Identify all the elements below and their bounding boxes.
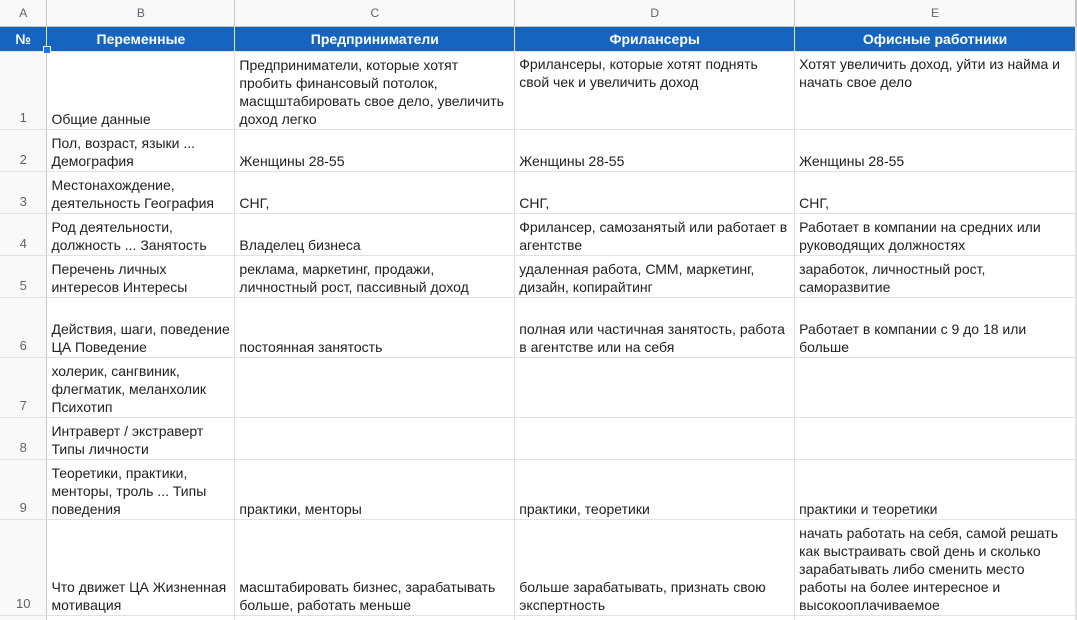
cell-text: Женщины 28-55 (239, 153, 345, 169)
cell-text: Перечень личных интересов Интересы (51, 261, 188, 295)
cell-office[interactable] (795, 418, 1076, 460)
cell-office[interactable] (795, 358, 1076, 418)
cell-text: Фрилансер, самозанятый или работает в агентстве (519, 219, 788, 253)
column-header-b[interactable]: B (47, 0, 235, 27)
cell-entrepreneurs[interactable] (235, 130, 515, 172)
cell-freelancers[interactable] (515, 298, 795, 358)
column-header-a[interactable]: A (0, 0, 47, 27)
table-row (0, 520, 1077, 616)
cell-text: Женщины 28-55 (519, 153, 625, 169)
row-number[interactable]: 6 (0, 298, 47, 358)
column-header-c[interactable]: C (235, 0, 515, 27)
column-header-e[interactable]: E (795, 0, 1076, 27)
cell-variable[interactable] (47, 358, 235, 418)
cell-variable[interactable] (47, 130, 235, 172)
table-row (0, 358, 1077, 418)
cell-text: Хотят увеличить доход, уйти из найма и начать свое дело (799, 56, 1060, 90)
cell-extra[interactable] (1075, 418, 1076, 460)
cell-office[interactable] (795, 460, 1076, 520)
cell-text: холерик, сангвиник, флегматик, меланхолик Психотип (51, 363, 207, 415)
cell-variable[interactable] (47, 214, 235, 256)
cell-freelancers[interactable] (515, 358, 795, 418)
cell-variable[interactable] (47, 616, 235, 620)
row-number[interactable]: 8 (0, 418, 47, 460)
cell-extra[interactable] (1075, 460, 1076, 520)
table-row (0, 52, 1077, 130)
cell-office[interactable] (795, 172, 1076, 214)
cell-entrepreneurs[interactable] (235, 214, 515, 256)
cell-variable[interactable] (47, 52, 235, 130)
row-number[interactable]: 9 (0, 460, 47, 520)
row-number[interactable]: 3 (0, 172, 47, 214)
cell-entrepreneurs[interactable] (235, 52, 515, 130)
cell-freelancers[interactable] (515, 172, 795, 214)
cell-text: практики, теоретики (519, 501, 650, 517)
column-header-row (0, 0, 1077, 27)
cell-text: Работает в компании с 9 до 18 или больше (799, 321, 1027, 355)
cell-entrepreneurs[interactable] (235, 172, 515, 214)
cell-extra[interactable] (1075, 172, 1076, 214)
header-cell-entrepreneurs[interactable]: Предприниматели (235, 27, 515, 52)
cell-office[interactable] (795, 214, 1076, 256)
cell-text: Владелец бизнеса (239, 237, 361, 253)
cell-variable[interactable] (47, 418, 235, 460)
cell-freelancers[interactable] (515, 256, 795, 298)
cell-entrepreneurs[interactable] (235, 256, 515, 298)
header-cell-office[interactable]: Офисные работники (795, 27, 1076, 52)
cell-office[interactable] (795, 616, 1076, 620)
cell-text: Интраверт / экстраверт Типы личности (51, 423, 204, 457)
cell-text: Теоретики, практики, менторы, троль ... Типы поведения (51, 465, 207, 517)
cell-extra[interactable] (1075, 256, 1076, 298)
cell-freelancers[interactable] (515, 418, 795, 460)
cell-text: Общие данные (51, 111, 151, 127)
header-cell-extra[interactable] (1075, 27, 1076, 52)
row-number[interactable]: 1 (0, 52, 47, 130)
cell-office[interactable] (795, 298, 1076, 358)
cell-freelancers[interactable] (515, 460, 795, 520)
table-row (0, 298, 1077, 358)
row-number[interactable]: 5 (0, 256, 47, 298)
cell-office[interactable] (795, 256, 1076, 298)
cell-variable[interactable] (47, 298, 235, 358)
header-cell-num[interactable]: № (0, 27, 47, 52)
cell-entrepreneurs[interactable] (235, 298, 515, 358)
header-cell-variables[interactable]: Переменные (47, 27, 235, 52)
cell-extra[interactable] (1075, 298, 1076, 358)
cell-text: масштабировать бизнес, зарабатывать больше, работать меньше (239, 579, 496, 613)
cell-freelancers[interactable] (515, 130, 795, 172)
column-header-d[interactable]: D (515, 0, 795, 27)
cell-extra[interactable] (1075, 616, 1076, 620)
cell-text: СНГ, (239, 195, 270, 211)
cell-office[interactable] (795, 130, 1076, 172)
cell-entrepreneurs[interactable] (235, 460, 515, 520)
cell-text: полная или частичная занятость, работа в агентстве или на себя (519, 321, 785, 355)
cell-text: СНГ, (799, 195, 830, 211)
cell-variable[interactable] (47, 172, 235, 214)
cell-extra[interactable] (1075, 52, 1076, 130)
cell-text: СНГ, (519, 195, 550, 211)
cell-text: Род деятельности, должность ... Занятость (51, 219, 207, 253)
cell-text: начать работать на себя, самой решать как выстраивать свой день и сколько зарабатывать либо сменить место работы на более интересное и высокооплачиваемое (799, 525, 1059, 613)
cell-text: Действия, шаги, поведение ЦА Поведение (51, 321, 230, 355)
table-header-row (0, 27, 1077, 52)
row-number[interactable]: 7 (0, 358, 47, 418)
cell-text: Работает в компании на средних или руководящих должностях (799, 219, 1041, 253)
table-row (0, 214, 1077, 256)
cell-text: Женщины 28-55 (799, 153, 905, 169)
cell-text: реклама, маркетинг, продажи, личностный рост, пассивный доход (239, 261, 469, 295)
cell-extra[interactable] (1075, 358, 1076, 418)
table-row (0, 172, 1077, 214)
cell-office[interactable] (795, 520, 1076, 616)
table-row (0, 460, 1077, 520)
cell-entrepreneurs[interactable] (235, 418, 515, 460)
cell-entrepreneurs[interactable] (235, 520, 515, 616)
cell-freelancers[interactable] (515, 214, 795, 256)
cell-extra[interactable] (1075, 520, 1076, 616)
cell-text: практики, менторы (239, 501, 362, 517)
cell-text: постоянная занятость (239, 339, 383, 355)
cell-office[interactable] (795, 52, 1076, 130)
table-row (0, 616, 1077, 620)
selection-fill-handle[interactable] (43, 46, 51, 54)
cell-text: заработок, личностный рост, саморазвитие (799, 261, 986, 295)
row-number[interactable] (0, 616, 47, 620)
cell-entrepreneurs[interactable] (235, 358, 515, 418)
cell-text: Что движет ЦА Жизненная мотивация (51, 579, 227, 613)
cell-extra[interactable] (1075, 130, 1076, 172)
row-number[interactable]: 4 (0, 214, 47, 256)
header-cell-freelancers[interactable]: Фрилансеры (515, 27, 795, 52)
cell-text: больше зарабатывать, признать свою экспертность (519, 579, 766, 613)
column-header-f[interactable] (1075, 0, 1076, 27)
cell-freelancers[interactable] (515, 520, 795, 616)
cell-freelancers[interactable] (515, 616, 795, 620)
table-row (0, 418, 1077, 460)
cell-entrepreneurs[interactable] (235, 616, 515, 620)
cell-text: Пол, возраст, языки ... Демография (51, 135, 196, 169)
cell-text: удаленная работа, СММ, маркетинг, дизайн, копирайтинг (519, 261, 755, 295)
cell-extra[interactable] (1075, 214, 1076, 256)
cell-text: Предприниматели, которые хотят пробить финансовый потолок, масщштабировать свое дело, увеличить доход легко (239, 57, 504, 127)
cell-variable[interactable] (47, 460, 235, 520)
cell-variable[interactable] (47, 256, 235, 298)
row-number[interactable]: 10 (0, 520, 47, 616)
table-row (0, 256, 1077, 298)
cell-text: практики и теоретики (799, 501, 938, 517)
cell-variable[interactable] (47, 520, 235, 616)
cell-text: Местонахождение, деятельность География (51, 177, 214, 211)
table-row (0, 130, 1077, 172)
cell-text: Фрилансеры, которые хотят поднять свой чек и увеличить доход (519, 56, 758, 90)
row-number[interactable]: 2 (0, 130, 47, 172)
cell-freelancers[interactable] (515, 52, 795, 130)
